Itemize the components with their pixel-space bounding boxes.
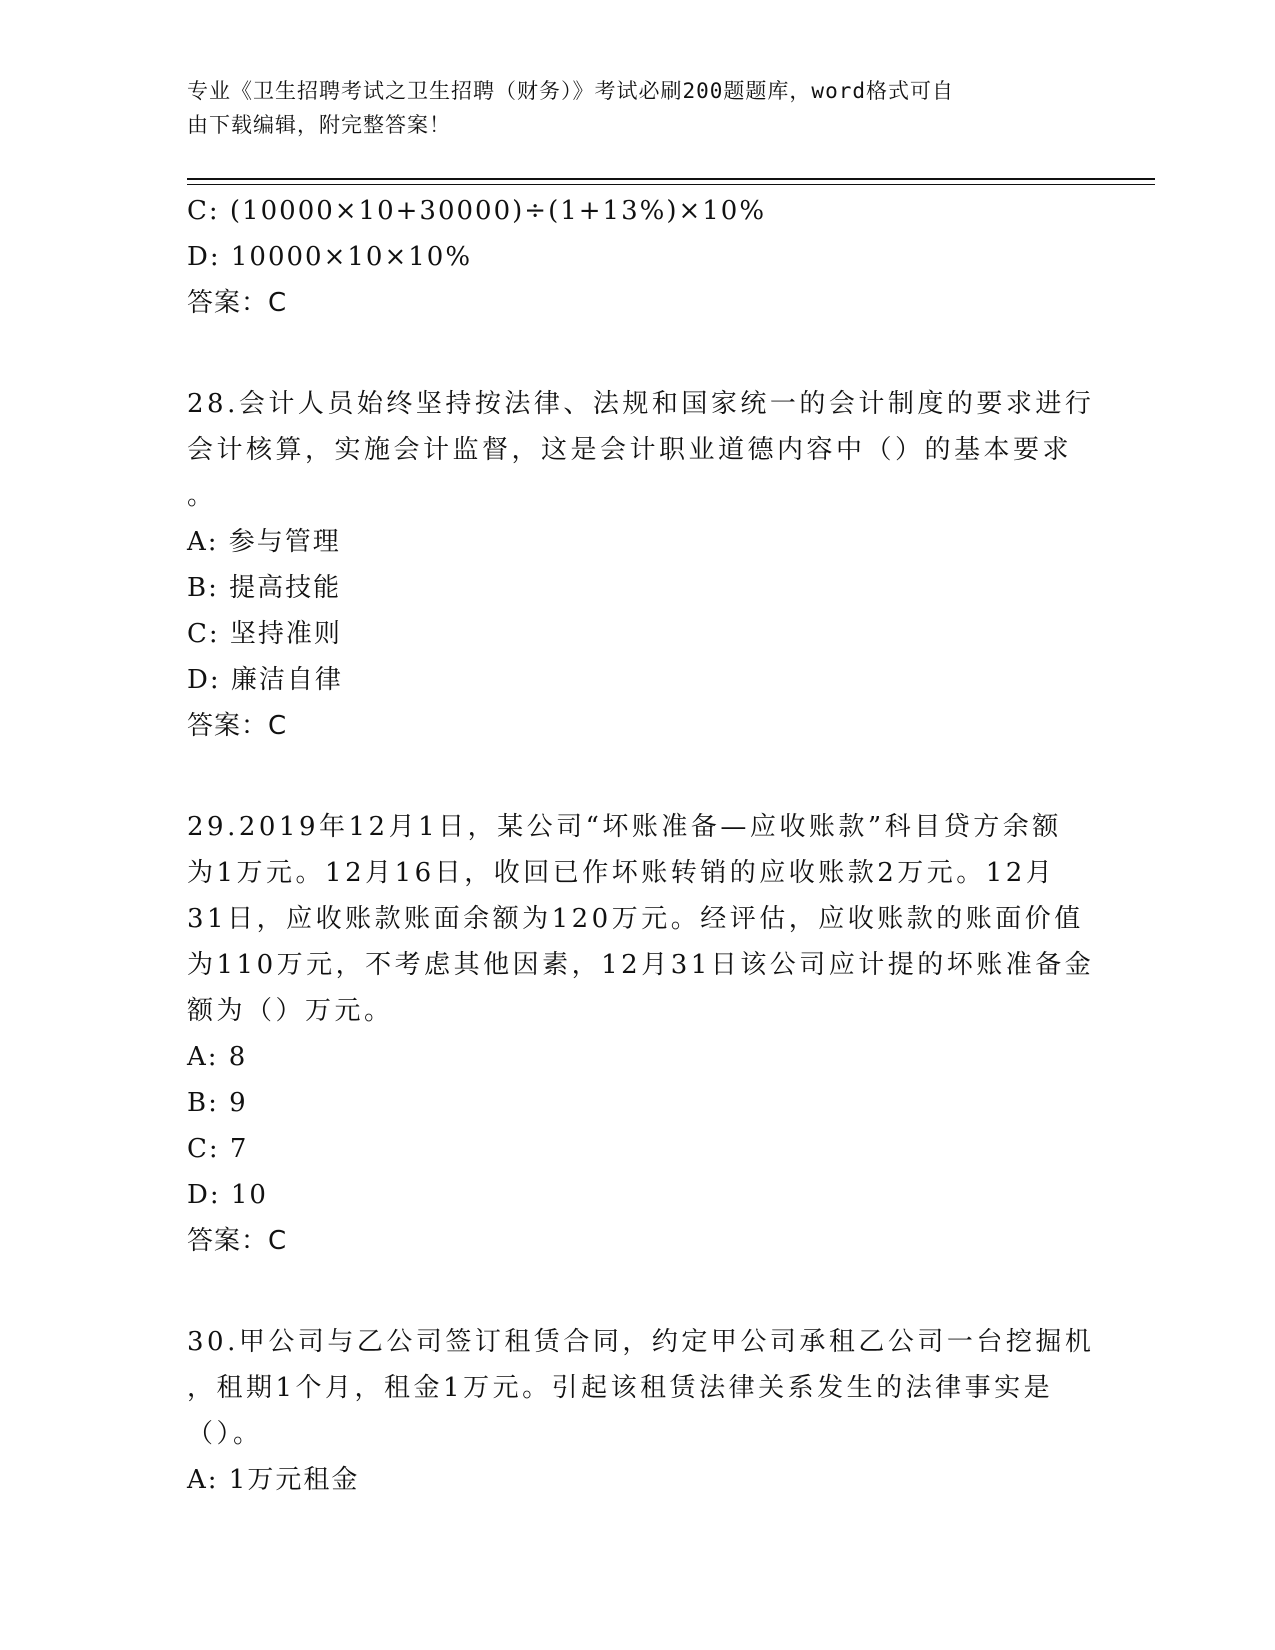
header-line-1: 专业《卫生招聘考试之卫生招聘（财务）》考试必刷200题题库，word格式可自: [187, 79, 954, 103]
option-a: A: 参与管理: [187, 527, 341, 557]
question-stem-line: 为110万元，不考虑其他因素，12月31日该公司应计提的坏账准备金: [187, 950, 1095, 980]
header-line-2: 由下载编辑，附完整答案！: [187, 113, 451, 137]
question-gap: [187, 326, 1087, 381]
option-d: D: 10000×10×10%: [187, 242, 473, 272]
question-stem-line: 。: [187, 481, 217, 511]
option-c: C: 坚持准则: [187, 619, 342, 649]
option-c: C: 7: [187, 1134, 249, 1164]
question-content: [187, 188, 1095, 1503]
question-27-tail: [187, 188, 1087, 326]
header-divider-thick: [187, 178, 1155, 180]
document-header: [187, 74, 1087, 142]
question-stem-line: 会计核算，实施会计监督，这是会计职业道德内容中（）的基本要求: [187, 435, 1073, 465]
option-b: B: 9: [187, 1088, 248, 1118]
question-stem-line: 29.2019年12月1日，某公司“坏账准备—应收账款”科目贷方余额: [187, 812, 1062, 842]
option-d: D: 廉洁自律: [187, 665, 343, 695]
option-a: A: 1万元租金: [187, 1465, 360, 1495]
question-30: [187, 1319, 1095, 1503]
question-28: [187, 381, 1095, 749]
question-29: [187, 804, 1095, 1264]
question-stem-line: 30.甲公司与乙公司签订租赁合同，约定甲公司承租乙公司一台挖掘机: [187, 1327, 1095, 1357]
question-stem-line: ，租期1个月，租金1万元。引起该租赁法律关系发生的法律事实是: [187, 1373, 1054, 1403]
question-stem-line: 28.会计人员始终坚持按法律、法规和国家统一的会计制度的要求进行: [187, 389, 1095, 419]
question-stem-line: 额为（）万元。: [187, 996, 394, 1026]
answer-label: 答案：C: [187, 288, 288, 318]
answer-label: 答案：C: [187, 711, 288, 741]
option-c: C: (10000×10+30000)÷(1+13%)×10%: [187, 196, 767, 226]
question-gap: [187, 749, 1087, 804]
option-b: B: 提高技能: [187, 573, 342, 603]
option-a: A: 8: [187, 1042, 248, 1072]
question-gap: [187, 1264, 1087, 1319]
header-divider-thin: [187, 184, 1155, 185]
question-stem-line: （）。: [187, 1419, 263, 1449]
option-d: D: 10: [187, 1180, 268, 1210]
question-stem-line: 31日，应收账款账面余额为120万元。经评估，应收账款的账面价值: [187, 904, 1084, 934]
question-stem-line: 为1万元。12月16日，收回已作坏账转销的应收账款2万元。12月: [187, 858, 1056, 888]
answer-label: 答案：C: [187, 1226, 288, 1256]
